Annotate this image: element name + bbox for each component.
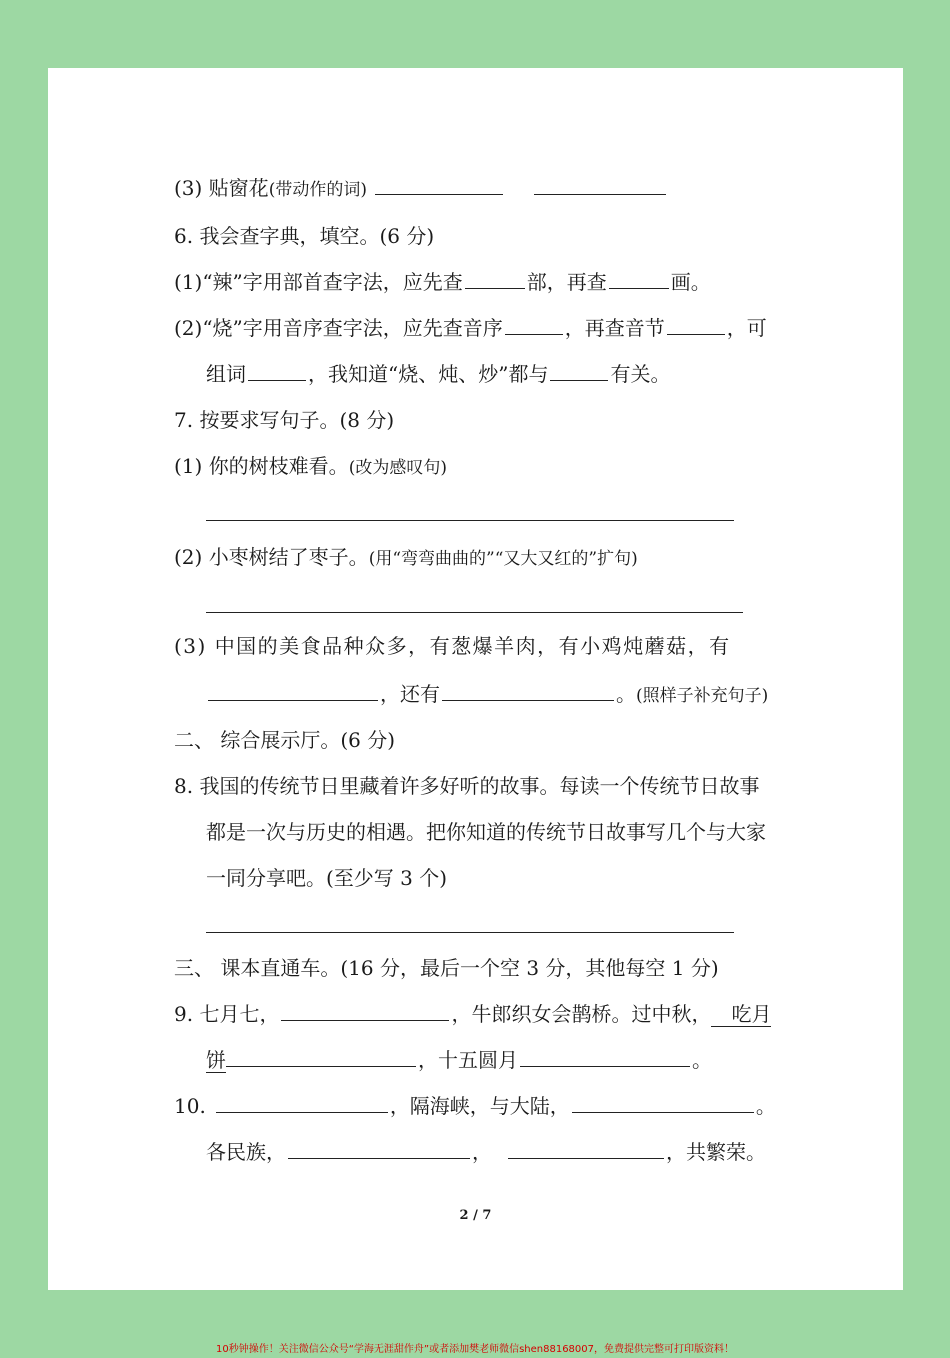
q10-line-2 (206, 1138, 903, 1166)
q6-item-1-text-b: 部，再查 (526, 270, 607, 294)
q7-item-2-text: (2) 小枣树结了枣子。 (174, 545, 369, 569)
q9-text-c: 吃月 (711, 1002, 771, 1027)
answer-blank[interactable] (550, 360, 608, 381)
q6-item-2-text-b: ，再查音节 (564, 316, 665, 340)
answer-blank[interactable] (288, 1138, 470, 1159)
page-number: 2 / 7 (459, 1208, 492, 1223)
q7-item-3-note: (照样子补充句子) (636, 686, 769, 706)
answer-blank[interactable] (609, 268, 669, 289)
q6-title: 6. 我会查字典，填空。(6 分) (174, 224, 435, 248)
q5-item-3-text: (3) 贴窗花 (174, 176, 269, 200)
q6-item-2 (174, 314, 903, 342)
q9-text-f: 。 (692, 1048, 712, 1072)
q7-item-2-note: (用“弯弯曲曲的”“又大又红的”扩句) (368, 549, 638, 569)
q9-text-a: 9. 七月七， (174, 1002, 280, 1026)
q9-text-d: 饼 (206, 1048, 226, 1072)
q7-item-1-text: (1) 你的树枝难看。 (174, 454, 349, 478)
q7-item-1-note: (改为感叹句) (348, 458, 447, 478)
answer-blank[interactable] (216, 1092, 388, 1113)
q5-item-3-note: (带动作的词) (268, 180, 367, 200)
q10-text-f: ，共繁荣。 (666, 1140, 766, 1164)
q6-item-2-cont (206, 360, 903, 388)
q7-item-1 (174, 452, 903, 482)
q8-line-1: 8. 我国的传统节日里藏着许多好听的故事。每读一个传统节日故事 (174, 774, 760, 798)
q6-item-2-cont-text-c: 有关。 (610, 362, 671, 386)
q6-item-2-text-a: (2)“烧”字用音序查字法，应先查音序 (174, 316, 503, 340)
q6-item-2-cont-text-b: ，我知道“烧、炖、炒”都与 (308, 362, 549, 386)
answer-line[interactable] (206, 612, 743, 613)
answer-blank[interactable] (208, 680, 378, 701)
answer-blank[interactable] (572, 1092, 754, 1113)
q7-item-2 (174, 543, 903, 573)
worksheet-page (48, 68, 903, 1290)
q10-text-d: 各民族， (206, 1140, 286, 1164)
q7-item-3-cont (206, 680, 903, 710)
q6-item-2-text-c: ，可 (726, 316, 767, 340)
answer-blank[interactable] (226, 1046, 416, 1067)
section-3-title: 三、 课本直通车。(16 分，最后一个空 3 分，其他每空 1 分) (174, 956, 719, 980)
q9-text-e: ，十五圆月 (418, 1048, 518, 1072)
q6-item-1 (174, 268, 903, 296)
q9-text-b: ，牛郎织女会鹊桥。过中秋， (451, 1002, 712, 1026)
q6-item-1-text-a: (1)“辣”字用部首查字法，应先查 (174, 270, 463, 294)
answer-blank[interactable] (534, 174, 666, 195)
q7-item-3-cont-text-a: ，还有 (380, 682, 440, 706)
q6-item-1-text-c: 画。 (670, 270, 711, 294)
q7-item-3: (3) 中国的美食品种众多，有葱爆羊肉，有小鸡炖蘑菇，有 (174, 634, 731, 658)
answer-blank[interactable] (442, 680, 614, 701)
q9-line-1 (174, 1000, 903, 1028)
q10-line-1 (174, 1092, 903, 1120)
answer-blank[interactable] (508, 1138, 664, 1159)
answer-blank[interactable] (465, 268, 525, 289)
answer-blank[interactable] (281, 1000, 449, 1021)
answer-blank[interactable] (248, 360, 306, 381)
answer-blank[interactable] (375, 174, 503, 195)
footer-banner: 10秒钟操作！关注微信公众号“学海无涯甜作舟”或者添加樊老师微信shen88168007，免费提供完整可打印版资料！ (215, 1344, 735, 1355)
q8-line-2: 都是一次与历史的相遇。把你知道的传统节日故事写几个与大家 (206, 820, 766, 844)
answer-blank[interactable] (667, 314, 725, 335)
q8-line-3: 一同分享吧。(至少写 3 个) (206, 866, 448, 890)
q6-item-2-cont-text-a: 组词 (206, 362, 246, 386)
answer-blank[interactable] (505, 314, 563, 335)
q5-item-3 (174, 174, 903, 204)
q7-title: 7. 按要求写句子。(8 分) (174, 408, 395, 432)
section-2-title: 二、 综合展示厅。(6 分) (174, 728, 396, 752)
q10-text-e: ， (472, 1140, 492, 1164)
q10-text-b: ，隔海峡，与大陆， (389, 1094, 570, 1118)
q7-item-3-cont-text-b: 。 (616, 682, 636, 706)
answer-blank[interactable] (520, 1046, 690, 1067)
answer-line[interactable] (206, 520, 734, 521)
q9-line-2 (206, 1046, 903, 1074)
q10-text-c: 。 (755, 1094, 776, 1118)
answer-line[interactable] (206, 932, 734, 933)
q10-text-a: 10. (174, 1094, 206, 1118)
